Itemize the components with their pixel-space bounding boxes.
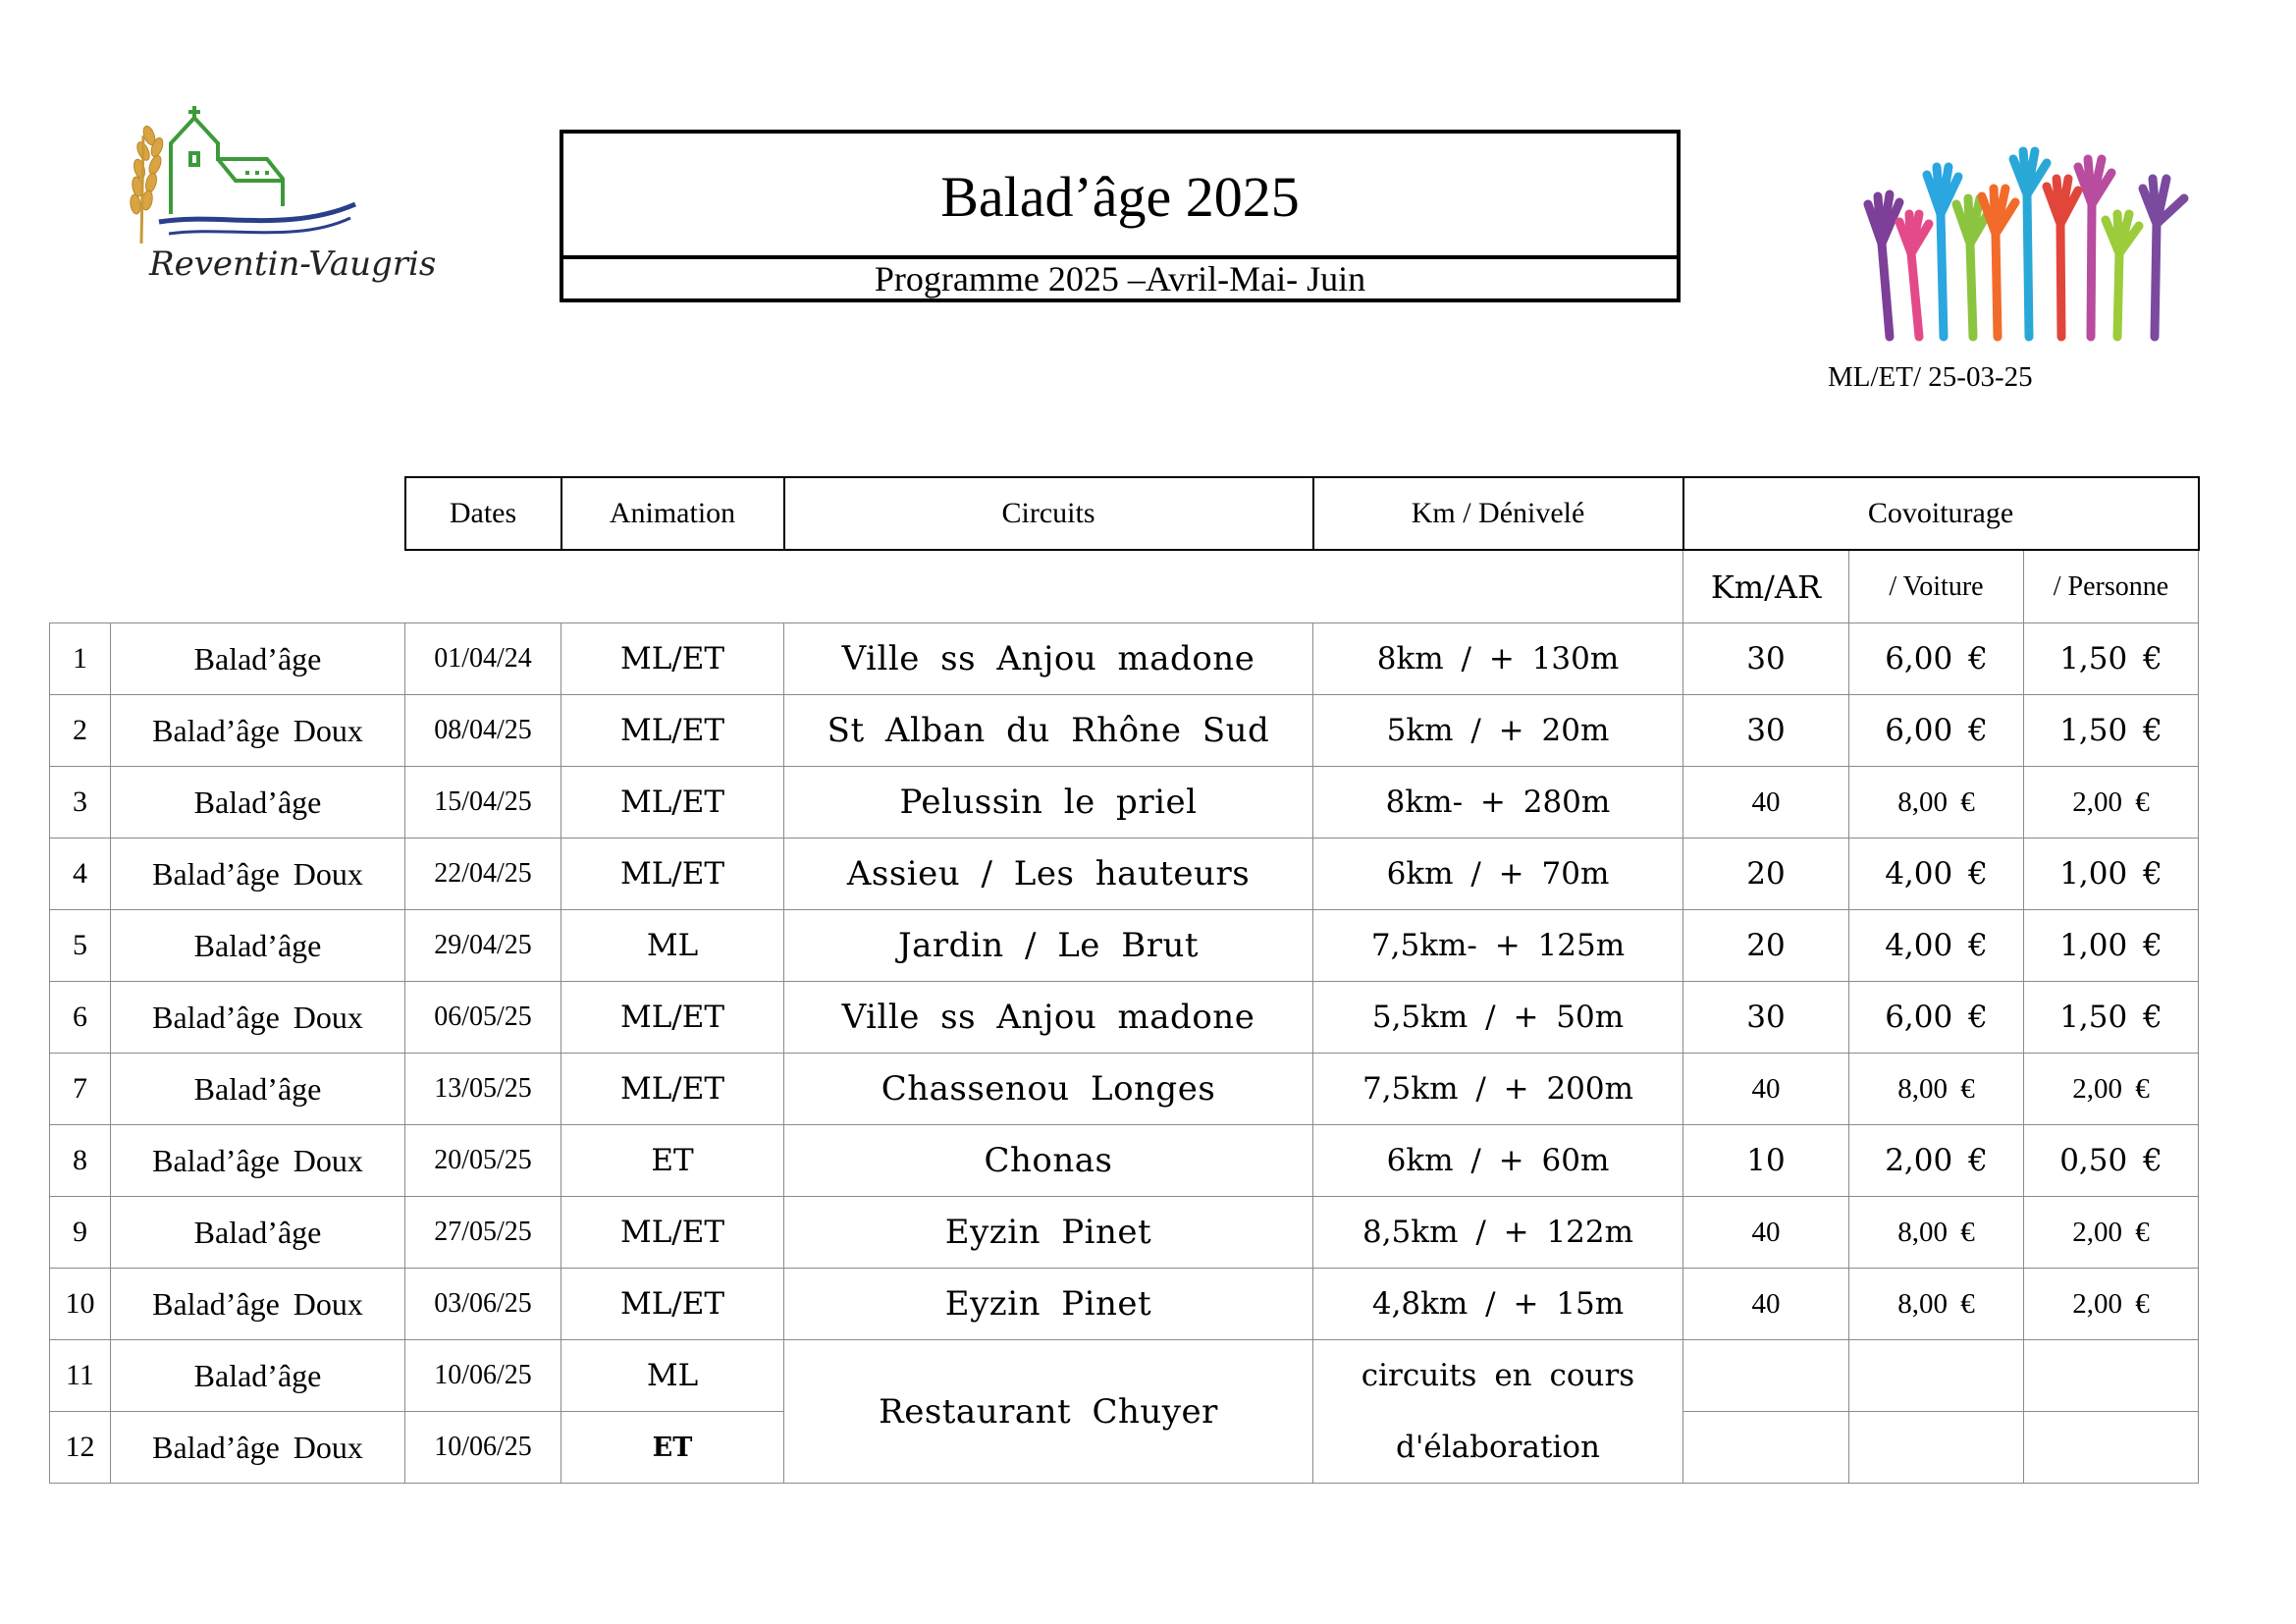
table-row xyxy=(50,1197,2199,1269)
row-animation: ML xyxy=(561,1340,784,1412)
row-voiture: 8,00 € xyxy=(1849,767,2024,839)
header-animation: Animation xyxy=(561,477,784,550)
row-animation: ML xyxy=(561,910,784,982)
row-km-ar: 40 xyxy=(1683,1054,1849,1125)
table-row xyxy=(50,1125,2199,1197)
row-animation: ML/ET xyxy=(561,982,784,1054)
row-circuit: Eyzin Pinet xyxy=(784,1269,1313,1340)
row-name: Balad’âge xyxy=(111,767,405,839)
table-row xyxy=(50,623,2199,695)
row-km-ar: 20 xyxy=(1683,839,1849,910)
row-voiture: 6,00 € xyxy=(1849,982,2024,1054)
row-date: 06/05/25 xyxy=(405,982,561,1054)
row-voiture-empty xyxy=(1849,1340,2024,1412)
row-date: 03/06/25 xyxy=(405,1269,561,1340)
row-circuit: Chonas xyxy=(784,1125,1313,1197)
row-number: 5 xyxy=(50,910,111,982)
row-voiture: 2,00 € xyxy=(1849,1125,2024,1197)
row-circuit: Jardin / Le Brut xyxy=(784,910,1313,982)
table-header-row xyxy=(50,477,2199,550)
row-personne: 1,50 € xyxy=(2024,623,2199,695)
table-row xyxy=(50,1054,2199,1125)
row-animation: ML/ET xyxy=(561,767,784,839)
row-name: Balad’âge Doux xyxy=(111,1125,405,1197)
row-personne: 1,50 € xyxy=(2024,982,2199,1054)
title-box xyxy=(560,130,1681,302)
header-covoiturage: Covoiturage xyxy=(1683,477,2199,550)
row-name: Balad’âge xyxy=(111,1054,405,1125)
row-personne: 1,00 € xyxy=(2024,839,2199,910)
row-km: 8km / + 130m xyxy=(1313,623,1683,695)
row-km: 6km / + 70m xyxy=(1313,839,1683,910)
header-personne: / Personne xyxy=(2024,550,2199,623)
row-km: 4,8km / + 15m xyxy=(1313,1269,1683,1340)
header-circuits: Circuits xyxy=(784,477,1313,550)
row-circuit: Chassenou Longes xyxy=(784,1054,1313,1125)
row-voiture: 8,00 € xyxy=(1849,1054,2024,1125)
header-voiture: / Voiture xyxy=(1849,550,2024,623)
row-km-note-line2: d'élaboration xyxy=(1313,1412,1683,1484)
row-km-ar-empty xyxy=(1683,1340,1849,1412)
row-personne: 1,50 € xyxy=(2024,695,2199,767)
river-icon xyxy=(159,204,355,222)
row-circuit: Ville ss Anjou madone xyxy=(784,982,1313,1054)
row-personne-empty xyxy=(2024,1412,2199,1484)
row-personne: 2,00 € xyxy=(2024,1197,2199,1269)
row-circuit-restaurant: Restaurant Chuyer xyxy=(784,1340,1313,1484)
row-name: Balad’âge Doux xyxy=(111,695,405,767)
row-km-ar: 30 xyxy=(1683,623,1849,695)
row-date: 22/04/25 xyxy=(405,839,561,910)
row-date: 15/04/25 xyxy=(405,767,561,839)
row-km: 6km / + 60m xyxy=(1313,1125,1683,1197)
row-number: 9 xyxy=(50,1197,111,1269)
row-name: Balad’âge Doux xyxy=(111,839,405,910)
row-km-ar: 30 xyxy=(1683,982,1849,1054)
row-number: 7 xyxy=(50,1054,111,1125)
row-date: 20/05/25 xyxy=(405,1125,561,1197)
row-km: 8km- + 280m xyxy=(1313,767,1683,839)
row-personne: 0,50 € xyxy=(2024,1125,2199,1197)
row-animation: ML/ET xyxy=(561,1197,784,1269)
row-number: 6 xyxy=(50,982,111,1054)
program-table xyxy=(49,476,2200,1484)
row-date: 10/06/25 xyxy=(405,1340,561,1412)
row-number: 10 xyxy=(50,1269,111,1340)
row-km-ar: 40 xyxy=(1683,767,1849,839)
row-voiture: 4,00 € xyxy=(1849,839,2024,910)
row-voiture-empty xyxy=(1849,1412,2024,1484)
table-row xyxy=(50,695,2199,767)
row-km: 8,5km / + 122m xyxy=(1313,1197,1683,1269)
row-km-ar: 10 xyxy=(1683,1125,1849,1197)
row-km-ar-empty xyxy=(1683,1412,1849,1484)
row-km: 5km / + 20m xyxy=(1313,695,1683,767)
row-circuit: Ville ss Anjou madone xyxy=(784,623,1313,695)
row-personne: 1,00 € xyxy=(2024,910,2199,982)
row-voiture: 8,00 € xyxy=(1849,1197,2024,1269)
row-personne: 2,00 € xyxy=(2024,1054,2199,1125)
row-number: 2 xyxy=(50,695,111,767)
row-date: 01/04/24 xyxy=(405,623,561,695)
row-voiture: 4,00 € xyxy=(1849,910,2024,982)
village-logo xyxy=(110,96,449,293)
row-km: 7,5km- + 125m xyxy=(1313,910,1683,982)
table-row xyxy=(50,1269,2199,1340)
row-animation: ML/ET xyxy=(561,1054,784,1125)
row-voiture: 8,00 € xyxy=(1849,1269,2024,1340)
row-number: 3 xyxy=(50,767,111,839)
row-circuit: Assieu / Les hauteurs xyxy=(784,839,1313,910)
row-animation: ET xyxy=(561,1412,784,1484)
row-name: Balad’âge Doux xyxy=(111,1269,405,1340)
table-subheader-row xyxy=(50,550,2199,623)
wheat-icon xyxy=(130,125,165,244)
row-animation: ML/ET xyxy=(561,839,784,910)
row-circuit: Eyzin Pinet xyxy=(784,1197,1313,1269)
document-reference: ML/ET/ 25-03-25 xyxy=(1828,361,2033,393)
row-date: 29/04/25 xyxy=(405,910,561,982)
row-km-ar: 40 xyxy=(1683,1269,1849,1340)
row-date: 27/05/25 xyxy=(405,1197,561,1269)
header-km-denivele: Km / Dénivelé xyxy=(1313,477,1683,550)
row-km-note-line1: circuits en cours xyxy=(1313,1340,1683,1412)
page-subtitle: Programme 2025 –Avril-Mai- Juin xyxy=(874,259,1366,298)
table-row xyxy=(50,982,2199,1054)
row-date: 13/05/25 xyxy=(405,1054,561,1125)
row-voiture: 6,00 € xyxy=(1849,623,2024,695)
row-km: 7,5km / + 200m xyxy=(1313,1054,1683,1125)
row-number: 8 xyxy=(50,1125,111,1197)
church-icon xyxy=(171,106,283,214)
row-animation: ET xyxy=(561,1125,784,1197)
row-date: 10/06/25 xyxy=(405,1412,561,1484)
logo-text: Reventin-Vaugris xyxy=(149,244,437,284)
row-number: 11 xyxy=(50,1340,111,1412)
row-personne: 2,00 € xyxy=(2024,1269,2199,1340)
row-voiture: 6,00 € xyxy=(1849,695,2024,767)
table-row xyxy=(50,839,2199,910)
row-name: Balad’âge xyxy=(111,623,405,695)
table-row xyxy=(50,767,2199,839)
page-title: Balad’âge 2025 xyxy=(563,134,1677,259)
row-name: Balad’âge xyxy=(111,910,405,982)
row-number: 4 xyxy=(50,839,111,910)
table-row xyxy=(50,910,2199,982)
header-km-ar: Km/AR xyxy=(1683,550,1849,623)
row-name: Balad’âge Doux xyxy=(111,1412,405,1484)
row-personne-empty xyxy=(2024,1340,2199,1412)
row-animation: ML/ET xyxy=(561,623,784,695)
row-km-ar: 40 xyxy=(1683,1197,1849,1269)
row-km-ar: 20 xyxy=(1683,910,1849,982)
row-name: Balad’âge xyxy=(111,1340,405,1412)
table-row xyxy=(50,1340,2199,1412)
row-number: 1 xyxy=(50,623,111,695)
row-name: Balad’âge Doux xyxy=(111,982,405,1054)
row-personne: 2,00 € xyxy=(2024,767,2199,839)
row-name: Balad’âge xyxy=(111,1197,405,1269)
raised-hands-image xyxy=(1860,145,2199,342)
row-circuit: Pelussin le priel xyxy=(784,767,1313,839)
header-dates: Dates xyxy=(405,477,561,550)
row-number: 12 xyxy=(50,1412,111,1484)
row-circuit: St Alban du Rhône Sud xyxy=(784,695,1313,767)
row-km-ar: 30 xyxy=(1683,695,1849,767)
row-date: 08/04/25 xyxy=(405,695,561,767)
row-km: 5,5km / + 50m xyxy=(1313,982,1683,1054)
row-animation: ML/ET xyxy=(561,1269,784,1340)
row-animation: ML/ET xyxy=(561,695,784,767)
